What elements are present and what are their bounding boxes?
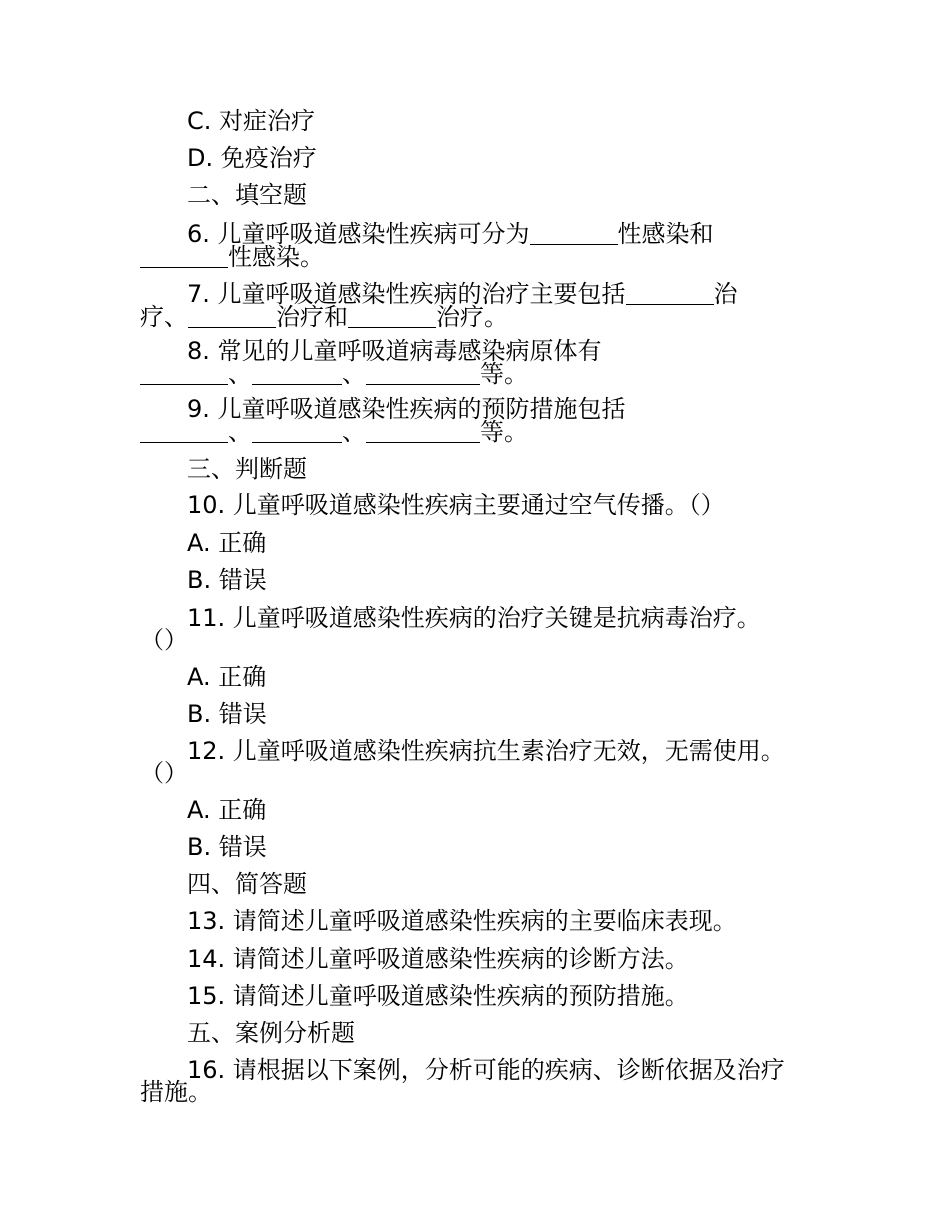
question-7 (0, 280, 950, 331)
question-6 (0, 220, 950, 271)
q9-separator: 、 (228, 418, 252, 446)
q10-option-a: A. 正确 (187, 529, 267, 557)
answer-blank (366, 362, 480, 385)
question-9 (0, 395, 950, 446)
answer-blank (626, 282, 714, 305)
answer-blank (530, 222, 618, 245)
question-10: 10. 儿童呼吸道感染性疾病主要通过空气传播。（） (187, 491, 725, 519)
q7-lead-text: 7. 儿童呼吸道感染性疾病的治疗主要包括 (187, 280, 626, 308)
q8-separator: 、 (228, 360, 252, 388)
q7-text-2: 疗、 (140, 303, 188, 331)
q8-lead-text: 8. 常见的儿童呼吸道病毒感染病原体有 (187, 337, 602, 365)
section-title-case-analysis: 五、案例分析题 (187, 1019, 355, 1047)
answer-blank (252, 420, 342, 443)
answer-blank (366, 420, 480, 443)
q6-lead-text: 6. 儿童呼吸道感染性疾病可分为 (187, 220, 530, 248)
question-14: 14. 请简述儿童呼吸道感染性疾病的诊断方法。 (187, 945, 689, 973)
question-11: 11. 儿童呼吸道感染性疾病的治疗关键是抗病毒治疗。 （） (140, 604, 761, 654)
question-15: 15. 请简述儿童呼吸道感染性疾病的预防措施。 (187, 982, 689, 1010)
q9-separator: 、 (342, 418, 366, 446)
question-16: 16. 请根据以下案例，分析可能的疾病、诊断依据及治疗 措施。 (140, 1056, 785, 1106)
q5-option-c: C. 对症治疗 (187, 107, 316, 135)
answer-blank (188, 305, 276, 328)
answer-blank (348, 305, 436, 328)
q7-text-1: 治 (713, 280, 738, 308)
q6-end-text: 性感染。 (228, 243, 324, 271)
q9-end-text: 等。 (480, 418, 528, 446)
answer-blank (140, 420, 228, 443)
q7-text-3: 治疗和 (276, 303, 348, 331)
q8-separator: 、 (342, 360, 366, 388)
q9-lead-text: 9. 儿童呼吸道感染性疾病的预防措施包括 (187, 395, 626, 423)
q6-mid-text: 性感染和 (617, 220, 714, 248)
question-12: 12. 儿童呼吸道感染性疾病抗生素治疗无效，无需使用。 （） (140, 737, 785, 787)
q10-option-b: B. 错误 (187, 566, 267, 594)
q12-option-b: B. 错误 (187, 833, 267, 861)
answer-blank (140, 362, 228, 385)
q11-option-b: B. 错误 (187, 700, 267, 728)
q12-option-a: A. 正确 (187, 796, 267, 824)
answer-blank (140, 245, 228, 268)
question-13: 13. 请简述儿童呼吸道感染性疾病的主要临床表现。 (187, 907, 737, 935)
q11-option-a: A. 正确 (187, 663, 267, 691)
section-title-fill-in-blank: 二、填空题 (187, 181, 307, 209)
section-title-short-answer: 四、简答题 (187, 870, 307, 898)
answer-blank (252, 362, 342, 385)
question-8 (0, 337, 950, 388)
section-title-true-false: 三、判断题 (187, 455, 307, 483)
q5-option-d: D. 免疫治疗 (187, 144, 317, 172)
q8-end-text: 等。 (480, 360, 528, 388)
q7-end-text: 治疗。 (436, 303, 508, 331)
